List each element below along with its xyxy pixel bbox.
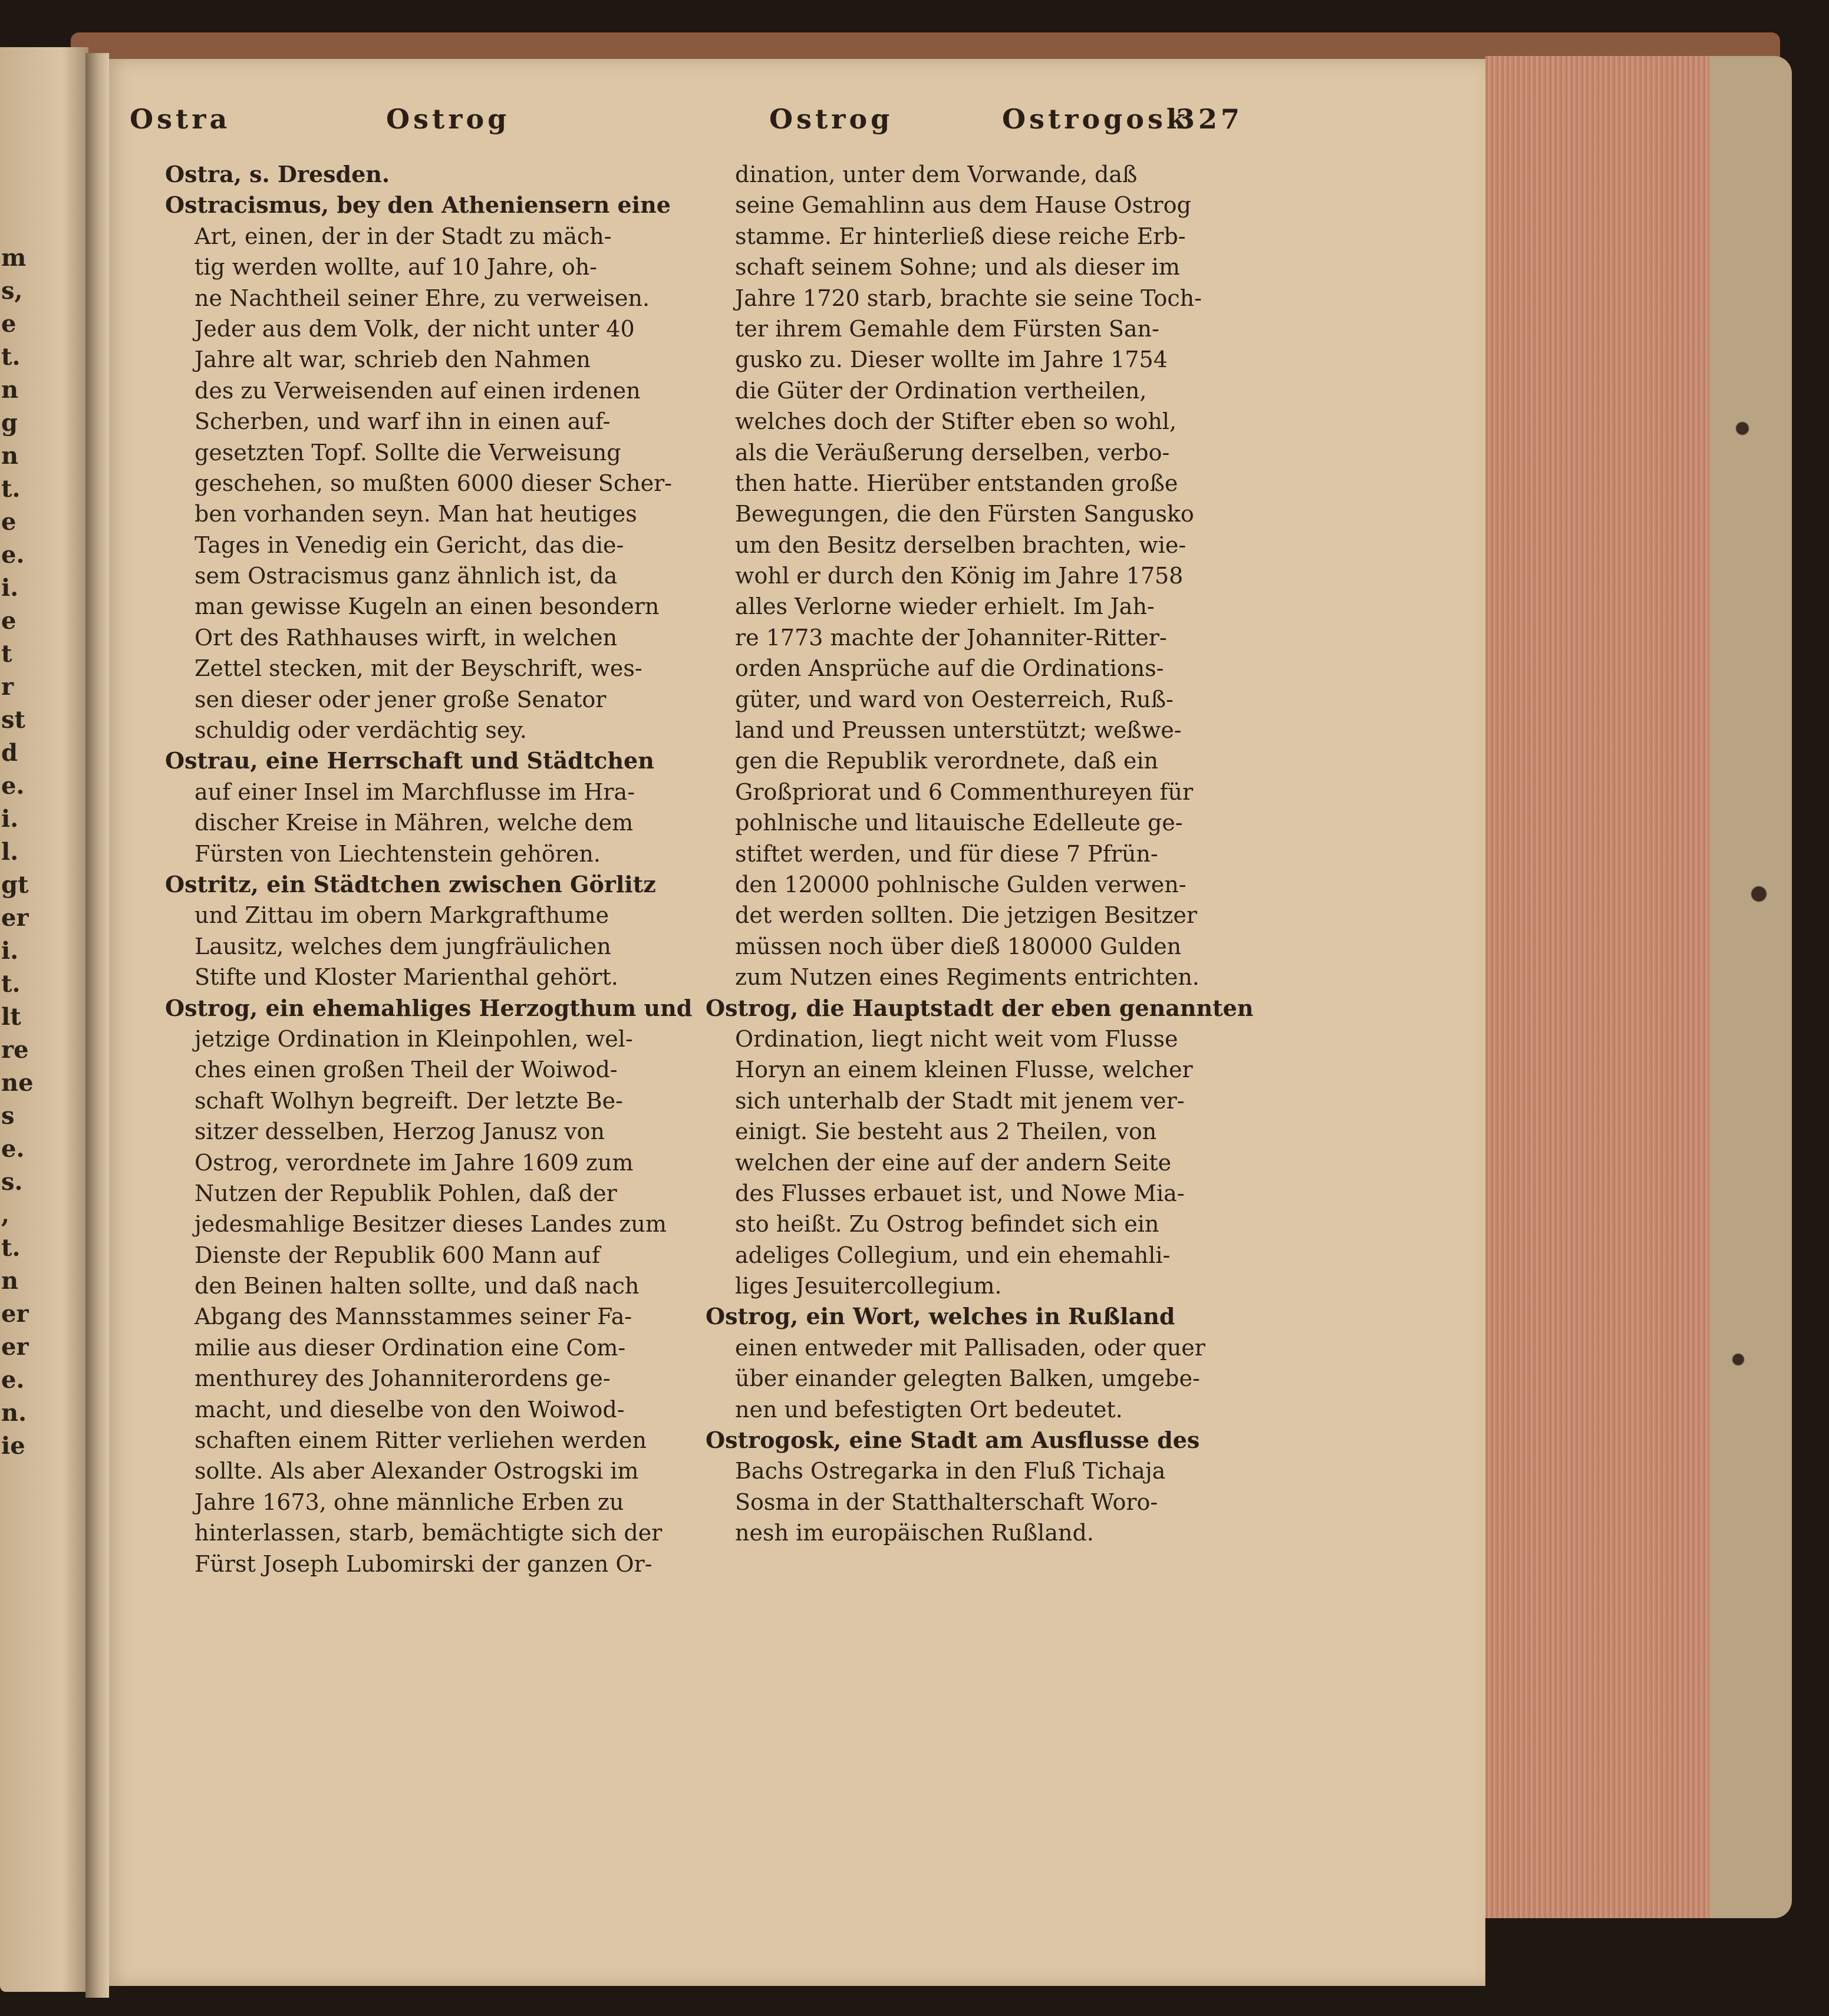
entry-text-line: milie aus dieser Ordination eine Com- [195, 1334, 626, 1361]
entry-text-line: güter, und ward von Oesterreich, Ruß- [735, 686, 1174, 712]
previous-page-fragment: t. [1, 970, 21, 998]
entry-text-line: adeliges Collegium, und ein ehemahli- [735, 1242, 1171, 1268]
entry-text-line: des zu Verweisenden auf einen irdenen [195, 377, 641, 404]
previous-page-fragment: t. [1, 1234, 21, 1262]
previous-page-fragment: er [1, 1300, 29, 1328]
entry-text-line: nesh im europäischen Rußland. [735, 1520, 1094, 1546]
entry-text-line: Art, einen, der in der Stadt zu mäch- [195, 223, 612, 249]
entry-text-line: sen dieser oder jener große Senator [195, 686, 607, 712]
entry-text-line: ben vorhanden seyn. Man hat heutiges [195, 501, 637, 527]
entry-text-line: welches doch der Stifter eben so wohl, [735, 408, 1177, 435]
text-column-left [165, 159, 693, 1579]
previous-page-fragment: e. [1, 541, 25, 569]
entry-text-line: pohlnische und litauische Edelleute ge- [735, 810, 1183, 836]
page-block-edges [1485, 56, 1733, 1918]
entry-headword-line: Ostrau, eine Herrschaft und Städtchen [165, 747, 654, 774]
entry-text-line: jedesmahlige Besitzer dieses Landes zum [195, 1211, 667, 1238]
previous-page [0, 47, 88, 1992]
entry-text-line: seine Gemahlinn aus dem Hause Ostrog [735, 192, 1191, 219]
previous-page-fragment: n. [1, 1399, 27, 1427]
entry-text-line: wohl er durch den König im Jahre 1758 [735, 563, 1184, 589]
previous-page-fragment: i. [1, 937, 19, 965]
previous-page-fragment: st [1, 706, 25, 734]
running-head-left-2: Ostrog [386, 103, 510, 135]
entry-text-line: ne Nachtheil seiner Ehre, zu verweisen. [195, 285, 650, 311]
entry-text-line: ter ihrem Gemahle dem Fürsten San- [735, 315, 1159, 342]
previous-page-fragment: i. [1, 805, 19, 833]
entry-text-line: gusko zu. Dieser wollte im Jahre 1754 [735, 347, 1168, 373]
running-head-right-1: Ostrog [769, 103, 894, 135]
previous-page-fragment: ie [1, 1432, 25, 1460]
entry-text-line: Tages in Venedig ein Gericht, das die- [195, 532, 624, 558]
previous-page-fragment: e [1, 508, 17, 536]
previous-page-fragment: g [1, 409, 18, 437]
previous-page-fragment: n [1, 442, 19, 470]
entry-text-line: auf einer Insel im Marchflusse im Hra- [195, 778, 635, 805]
previous-page-fragment: n [1, 376, 19, 404]
entry-text-line: sich unterhalb der Stadt mit jenem ver- [735, 1087, 1185, 1114]
entry-text-line: Horyn an einem kleinen Flusse, welcher [735, 1057, 1193, 1083]
entry-text-line: Jahre alt war, schrieb den Nahmen [195, 347, 591, 373]
entry-text-line: sem Ostracismus ganz ähnlich ist, da [195, 563, 618, 589]
entry-text-line: Dienste der Republik 600 Mann auf [195, 1242, 601, 1268]
entry-text-line: Großpriorat und 6 Commenthureyen für [735, 778, 1194, 805]
entry-text-line: Fürst Joseph Lubomirski der ganzen Or- [195, 1550, 652, 1577]
entry-text-line: des Flusses erbauet ist, und Nowe Mia- [735, 1180, 1185, 1206]
entry-text-line: einen entweder mit Pallisaden, oder quer [735, 1334, 1205, 1361]
entry-text-line: gesetzten Topf. Sollte die Verweisung [195, 439, 621, 466]
previous-page-fragment: e. [1, 772, 25, 800]
previous-page-fragments [1, 242, 34, 1463]
entry-text-line: Fürsten von Liechtenstein gehören. [195, 840, 601, 867]
entry-text-line: geschehen, so mußten 6000 dieser Scher- [195, 470, 673, 496]
previous-page-fragment: t. [1, 343, 21, 371]
previous-page-fragment: s [1, 1102, 15, 1130]
entry-text-line: als die Veräußerung derselben, verbo- [735, 439, 1170, 466]
book-gutter [85, 53, 109, 1998]
entry-text-line: schaft seinem Sohne; und als dieser im [735, 254, 1180, 281]
entry-text-line: Ordination, liegt nicht weit vom Flusse [735, 1025, 1178, 1052]
entry-text-line: stiftet werden, und für diese 7 Pfrün- [735, 840, 1158, 867]
entry-text-line: det werden sollten. Die jetzigen Besitzer [735, 902, 1198, 929]
running-head [130, 103, 1244, 150]
entry-text-line: macht, und dieselbe von den Woiwod- [195, 1396, 625, 1423]
entry-headword-line: Ostracismus, bey den Atheniensern eine [165, 192, 671, 219]
running-head-left-1: Ostra [130, 103, 231, 135]
entry-text-line: jetzige Ordination in Kleinpohlen, wel- [195, 1025, 633, 1052]
entry-text-line: schaften einem Ritter verliehen werden [195, 1427, 647, 1454]
previous-page-fragment: ne [1, 1069, 34, 1097]
entry-text-line: den 120000 pohlnische Gulden verwen- [735, 871, 1187, 898]
entry-text-line: Ostrog, verordnete im Jahre 1609 zum [195, 1149, 634, 1176]
entry-text-line: Lausitz, welches dem jungfräulichen [195, 933, 611, 959]
entry-text-line: zum Nutzen eines Regiments entrichten. [735, 964, 1199, 991]
entry-text-line: welchen der eine auf der andern Seite [735, 1149, 1172, 1176]
entry-text-line: Scherben, und warf ihn in einen auf- [195, 408, 611, 435]
previous-page-fragment: lt [1, 1003, 21, 1031]
entry-headword-line: Ostrog, ein ehemahliges Herzogthum und [165, 994, 693, 1021]
previous-page-fragment: t. [1, 475, 21, 503]
entry-text-line: Nutzen der Republik Pohlen, daß der [195, 1180, 617, 1206]
entry-text-line: über einander gelegten Balken, umgebe- [735, 1365, 1200, 1392]
entry-text-line: dination, unter dem Vorwande, daß [735, 161, 1138, 187]
previous-page-fragment: s. [1, 1168, 23, 1196]
entry-headword-line: Ostrog, die Hauptstadt der eben genannten [706, 994, 1254, 1021]
entry-text-line: Stifte und Kloster Marienthal gehört. [195, 964, 618, 991]
entry-text-line: tig werden wollte, auf 10 Jahre, oh- [195, 254, 598, 281]
entry-text-line: land und Preussen unterstützt; weßwe- [735, 717, 1182, 744]
entry-text-line: den Beinen halten sollte, und daß nach [195, 1273, 640, 1299]
marbled-cover-edge [1709, 56, 1792, 1918]
entry-text-line: Bachs Ostregarka in den Fluß Tichaja [735, 1458, 1166, 1484]
entry-text-line: menthurey des Johanniterordens ge- [195, 1365, 611, 1392]
entry-text-line: die Güter der Ordination vertheilen, [735, 377, 1147, 404]
entry-text-line: alles Verlorne wieder erhielt. Im Jah- [735, 593, 1155, 620]
entry-text-line: Abgang des Mannsstammes seiner Fa- [195, 1304, 632, 1330]
entry-text-line: Jeder aus dem Volk, der nicht unter 40 [195, 315, 635, 342]
entry-text-line: und Zittau im obern Markgrafthume [195, 902, 609, 929]
entry-text-line: Zettel stecken, mit der Beyschrift, wes- [195, 655, 642, 682]
entry-text-line: sto heißt. Zu Ostrog befindet sich ein [735, 1211, 1159, 1238]
entry-text-line: Bewegungen, die den Fürsten Sangusko [735, 501, 1194, 527]
previous-page-fragment: e. [1, 1135, 25, 1163]
previous-page-fragment: s, [1, 277, 23, 305]
previous-page-fragment: r [1, 673, 14, 701]
entry-text-line: stamme. Er hinterließ diese reiche Erb- [735, 223, 1186, 249]
entry-text-line: gen die Republik verordnete, daß ein [735, 748, 1158, 774]
entry-text-line: Jahre 1673, ohne männliche Erben zu [195, 1489, 624, 1515]
previous-page-fragment: er [1, 904, 29, 932]
entry-headword-line: Ostrog, ein Wort, welches in Rußland [706, 1303, 1175, 1330]
entry-text-line: Jahre 1720 starb, brachte sie seine Toch- [735, 285, 1202, 311]
text-column-right [706, 159, 1254, 1549]
previous-page-fragment: m [1, 244, 27, 272]
page-number: 327 [1176, 103, 1244, 135]
previous-page-fragment: e. [1, 1366, 25, 1394]
entry-text-line: sollte. Als aber Alexander Ostrogski im [195, 1458, 639, 1484]
previous-page-fragment: er [1, 1333, 29, 1361]
entry-text-line: orden Ansprüche auf die Ordinations- [735, 655, 1164, 682]
previous-page-fragment: n [1, 1267, 19, 1295]
previous-page-fragment: e [1, 310, 17, 338]
previous-page-fragment: re [1, 1036, 29, 1064]
running-head-right-2: Ostrogosk [1002, 103, 1189, 135]
entry-text-line: re 1773 machte der Johanniter-Ritter- [735, 624, 1167, 651]
previous-page-fragment: i. [1, 574, 19, 602]
entry-text-line: schuldig oder verdächtig sey. [195, 717, 527, 744]
entry-text-line: liges Jesuitercollegium. [735, 1273, 1002, 1299]
previous-page-fragment: t [1, 640, 12, 668]
entry-text-line: schaft Wolhyn begreift. Der letzte Be- [195, 1087, 623, 1114]
entry-text-line: einigt. Sie besteht aus 2 Theilen, von [735, 1118, 1157, 1145]
entry-text-line: man gewisse Kugeln an einen besondern [195, 593, 660, 620]
entry-text-line: hinterlassen, starb, bemächtigte sich der [195, 1520, 663, 1546]
previous-page-fragment: l. [1, 838, 19, 866]
entry-text-line: then hatte. Hierüber entstanden große [735, 470, 1178, 496]
entry-text-line: müssen noch über dieß 180000 Gulden [735, 933, 1182, 959]
previous-page-fragment: , [1, 1201, 9, 1229]
entry-text-line: discher Kreise in Mähren, welche dem [195, 810, 634, 836]
entry-text-line: nen und befestigten Ort bedeutet. [735, 1396, 1123, 1423]
entry-text-line: ches einen großen Theil der Woiwod- [195, 1057, 618, 1083]
previous-page-fragment: e [1, 607, 17, 635]
previous-page-fragment: d [1, 739, 18, 767]
entry-headword-line: Ostritz, ein Städtchen zwischen Görlitz [165, 870, 656, 898]
previous-page-fragment: gt [1, 871, 29, 899]
entry-text-line: Sosma in der Statthalterschaft Woro- [735, 1489, 1158, 1515]
entry-text-line: um den Besitz derselben brachten, wie- [735, 532, 1187, 558]
entry-text-line: sitzer desselben, Herzog Janusz von [195, 1118, 605, 1145]
entry-headword-line: Ostrogosk, eine Stadt am Ausflusse des [706, 1427, 1200, 1454]
entry-headword-line: Ostra, s. Dresden. [165, 161, 390, 187]
entry-text-line: Ort des Rathhauses wirft, in welchen [195, 624, 618, 651]
